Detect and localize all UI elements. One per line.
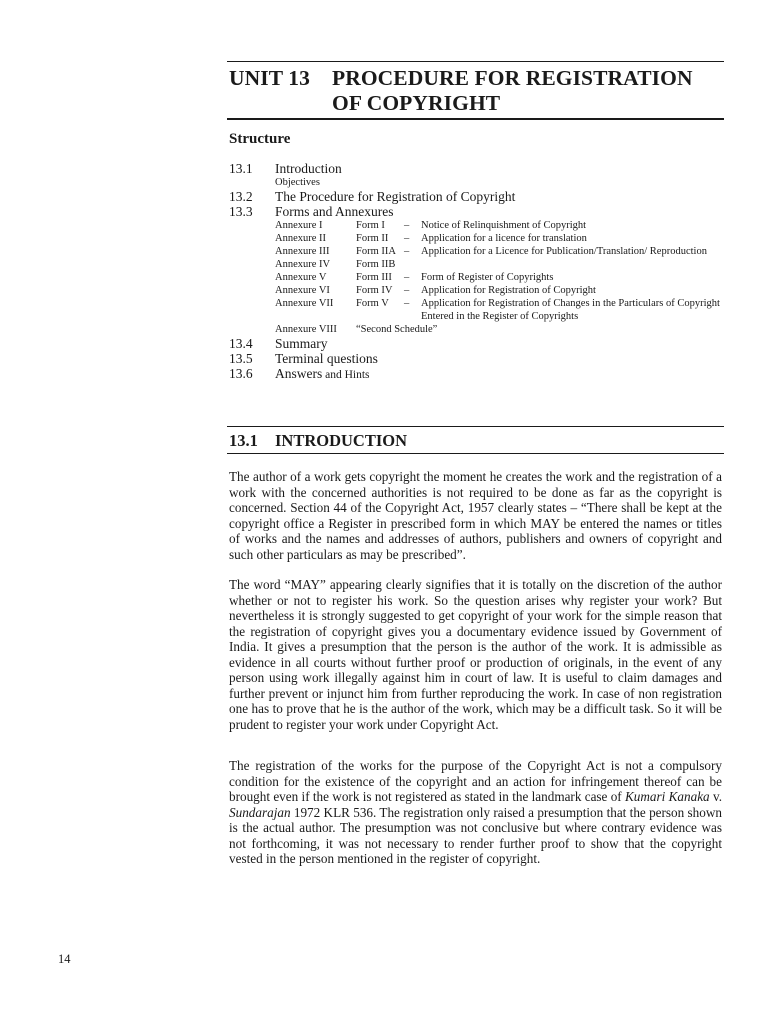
title-bottom-rule: [227, 118, 724, 120]
structure-heading: Structure: [229, 131, 291, 147]
toc-item-title: Terminal questions: [275, 351, 378, 366]
section-bottom-rule: [227, 453, 724, 454]
page-number: 14: [58, 952, 71, 966]
annexure-label: Annexure VIII: [275, 324, 337, 335]
annexure-description: Application for Registration of Changes in the Particulars of Copyright Entered in the Register of Copyrights: [421, 298, 720, 322]
unit-title-line2: OF COPYRIGHT: [332, 91, 501, 115]
annexure-row: [229, 323, 724, 336]
unit-title-line1: PROCEDURE FOR REGISTRATION: [332, 66, 693, 90]
toc-subitem-title: Objectives: [275, 177, 320, 188]
annexure-label: Annexure V: [275, 272, 327, 283]
annexure-row: [229, 297, 724, 323]
annexure-row: [229, 284, 724, 297]
toc-item-title: [275, 366, 370, 383]
paragraph-2: The word “MAY” appearing clearly signifies that it is totally on the discretion of the author whether or not to register his work. So the question arises why register your work? But nevertheless it is strongly suggested to get copyright of your work for the simple reason that the registration of copyright gives you a documentary evidence issued by Government of India. It gives a presumption that the person is the author of the work. It is admissible as evidence in all courts without further proof or production of originals, in the event of any person using work illegally against him in court of law. It is useful to claim damages and further prevent or injunct him from further reproducing the work. In case of non registration one has to prove that he is the author of the work, which may be a difficult task. So it will be prudent to register your work under Copyright Act.: [229, 577, 722, 732]
annexure-form: “Second Schedule”: [356, 324, 438, 335]
annexure-description: Application for a licence for translation: [421, 233, 587, 244]
annexure-row: [229, 271, 724, 284]
annexure-form: Form IIB: [356, 259, 396, 270]
toc-item-title-suffix: and Hints: [322, 369, 370, 381]
annexure-row: [229, 232, 724, 245]
annexure-label: Annexure III: [275, 246, 330, 257]
annexure-form: Form IIA: [356, 246, 396, 257]
annexure-form: Form IV: [356, 285, 393, 296]
toc-item-number: 13.2: [229, 189, 253, 204]
annexure-description: Application for Registration of Copyright: [421, 285, 596, 296]
section-number: 13.1: [229, 431, 258, 450]
toc-item: [229, 189, 724, 204]
annexure-label: Annexure VII: [275, 298, 334, 309]
toc-item-title: Forms and Annexures: [275, 204, 394, 219]
annexure-description: Application for a Licence for Publication/Translation/ Reproduction: [421, 246, 707, 257]
toc-item: [229, 366, 724, 381]
toc-item-number: 13.6: [229, 366, 253, 381]
unit-number: UNIT 13: [229, 66, 310, 90]
toc-item-number: 13.5: [229, 351, 253, 366]
toc-item: [229, 204, 724, 219]
annexure-label: Annexure II: [275, 233, 327, 244]
toc-item: [229, 351, 724, 366]
toc-subitem: [229, 176, 724, 189]
section-top-rule: [227, 426, 724, 427]
section-heading: [229, 431, 407, 450]
toc-item-number: 13.4: [229, 336, 253, 351]
paragraph-3: [229, 758, 722, 867]
annexure-dash: –: [404, 246, 410, 257]
annexure-row: [229, 219, 724, 232]
case-name-1: Kumari Kanaka: [625, 789, 710, 804]
annexure-dash: –: [404, 285, 410, 296]
title-top-rule: [227, 61, 724, 62]
annexure-dash: –: [404, 298, 410, 309]
toc-item-title: Summary: [275, 336, 328, 351]
annexure-form: Form III: [356, 272, 392, 283]
annexure-dash: –: [404, 272, 410, 283]
annexure-label: Annexure IV: [275, 259, 331, 270]
paragraph-3-text-a: The registration of the works for the purpose of the Copyright Act is not a compulsory condition for the existence of the copyright and an action for infringement thereof can be brought even if the work is not registered as stated in the landmark case of: [229, 758, 722, 804]
toc-item-number: 13.3: [229, 204, 253, 219]
table-of-contents: [229, 161, 724, 381]
paragraph-1: The author of a work gets copyright the moment he creates the work and the registration of a work with the concerned authorities is not required to be done as far as the copyright is concerned. Section 44 of the Copyright Act, 1957 clearly states – “There shall be kept at the copyright office a Register in prescribed form in which MAY be entered the names or titles of works and the names and addresses of authors, publishers and owners of copyright and such other particulars as may be prescribed”.: [229, 469, 722, 562]
toc-item-number: 13.1: [229, 161, 253, 176]
toc-item-title: Introduction: [275, 161, 342, 176]
annexure-dash: –: [404, 220, 410, 231]
annexure-dash: –: [404, 233, 410, 244]
annexure-row: [229, 245, 724, 258]
annexure-label: Annexure VI: [275, 285, 330, 296]
case-name-2: Sundarajan: [229, 804, 291, 820]
toc-item-title: The Procedure for Registration of Copyright: [275, 189, 516, 204]
section-title: INTRODUCTION: [275, 431, 408, 450]
annexure-form: Form II: [356, 233, 389, 244]
annexure-label: Annexure I: [275, 220, 323, 231]
toc-item: [229, 161, 724, 176]
annexure-description: Notice of Relinquishment of Copyright: [421, 220, 587, 231]
toc-item-title-main: Answers: [275, 366, 323, 381]
toc-item: [229, 336, 724, 351]
annexure-form: Form V: [356, 298, 389, 309]
unit-title: [229, 66, 729, 116]
annexure-row: [229, 258, 724, 271]
annexure-form: Form I: [356, 220, 385, 231]
paragraph-3-text-b: 1972 KLR 536. The registration only raised a presumption that the person shown is the actual author. The presumption was not conclusive but where contrary evidence was not forthcoming, it was not necessary to render further proof to show that the copyright vested in the person mentioned in the register of copyright.: [229, 804, 722, 866]
annexure-description: Form of Register of Copyrights: [421, 272, 554, 283]
paragraph-3-versus: v.: [709, 789, 722, 804]
